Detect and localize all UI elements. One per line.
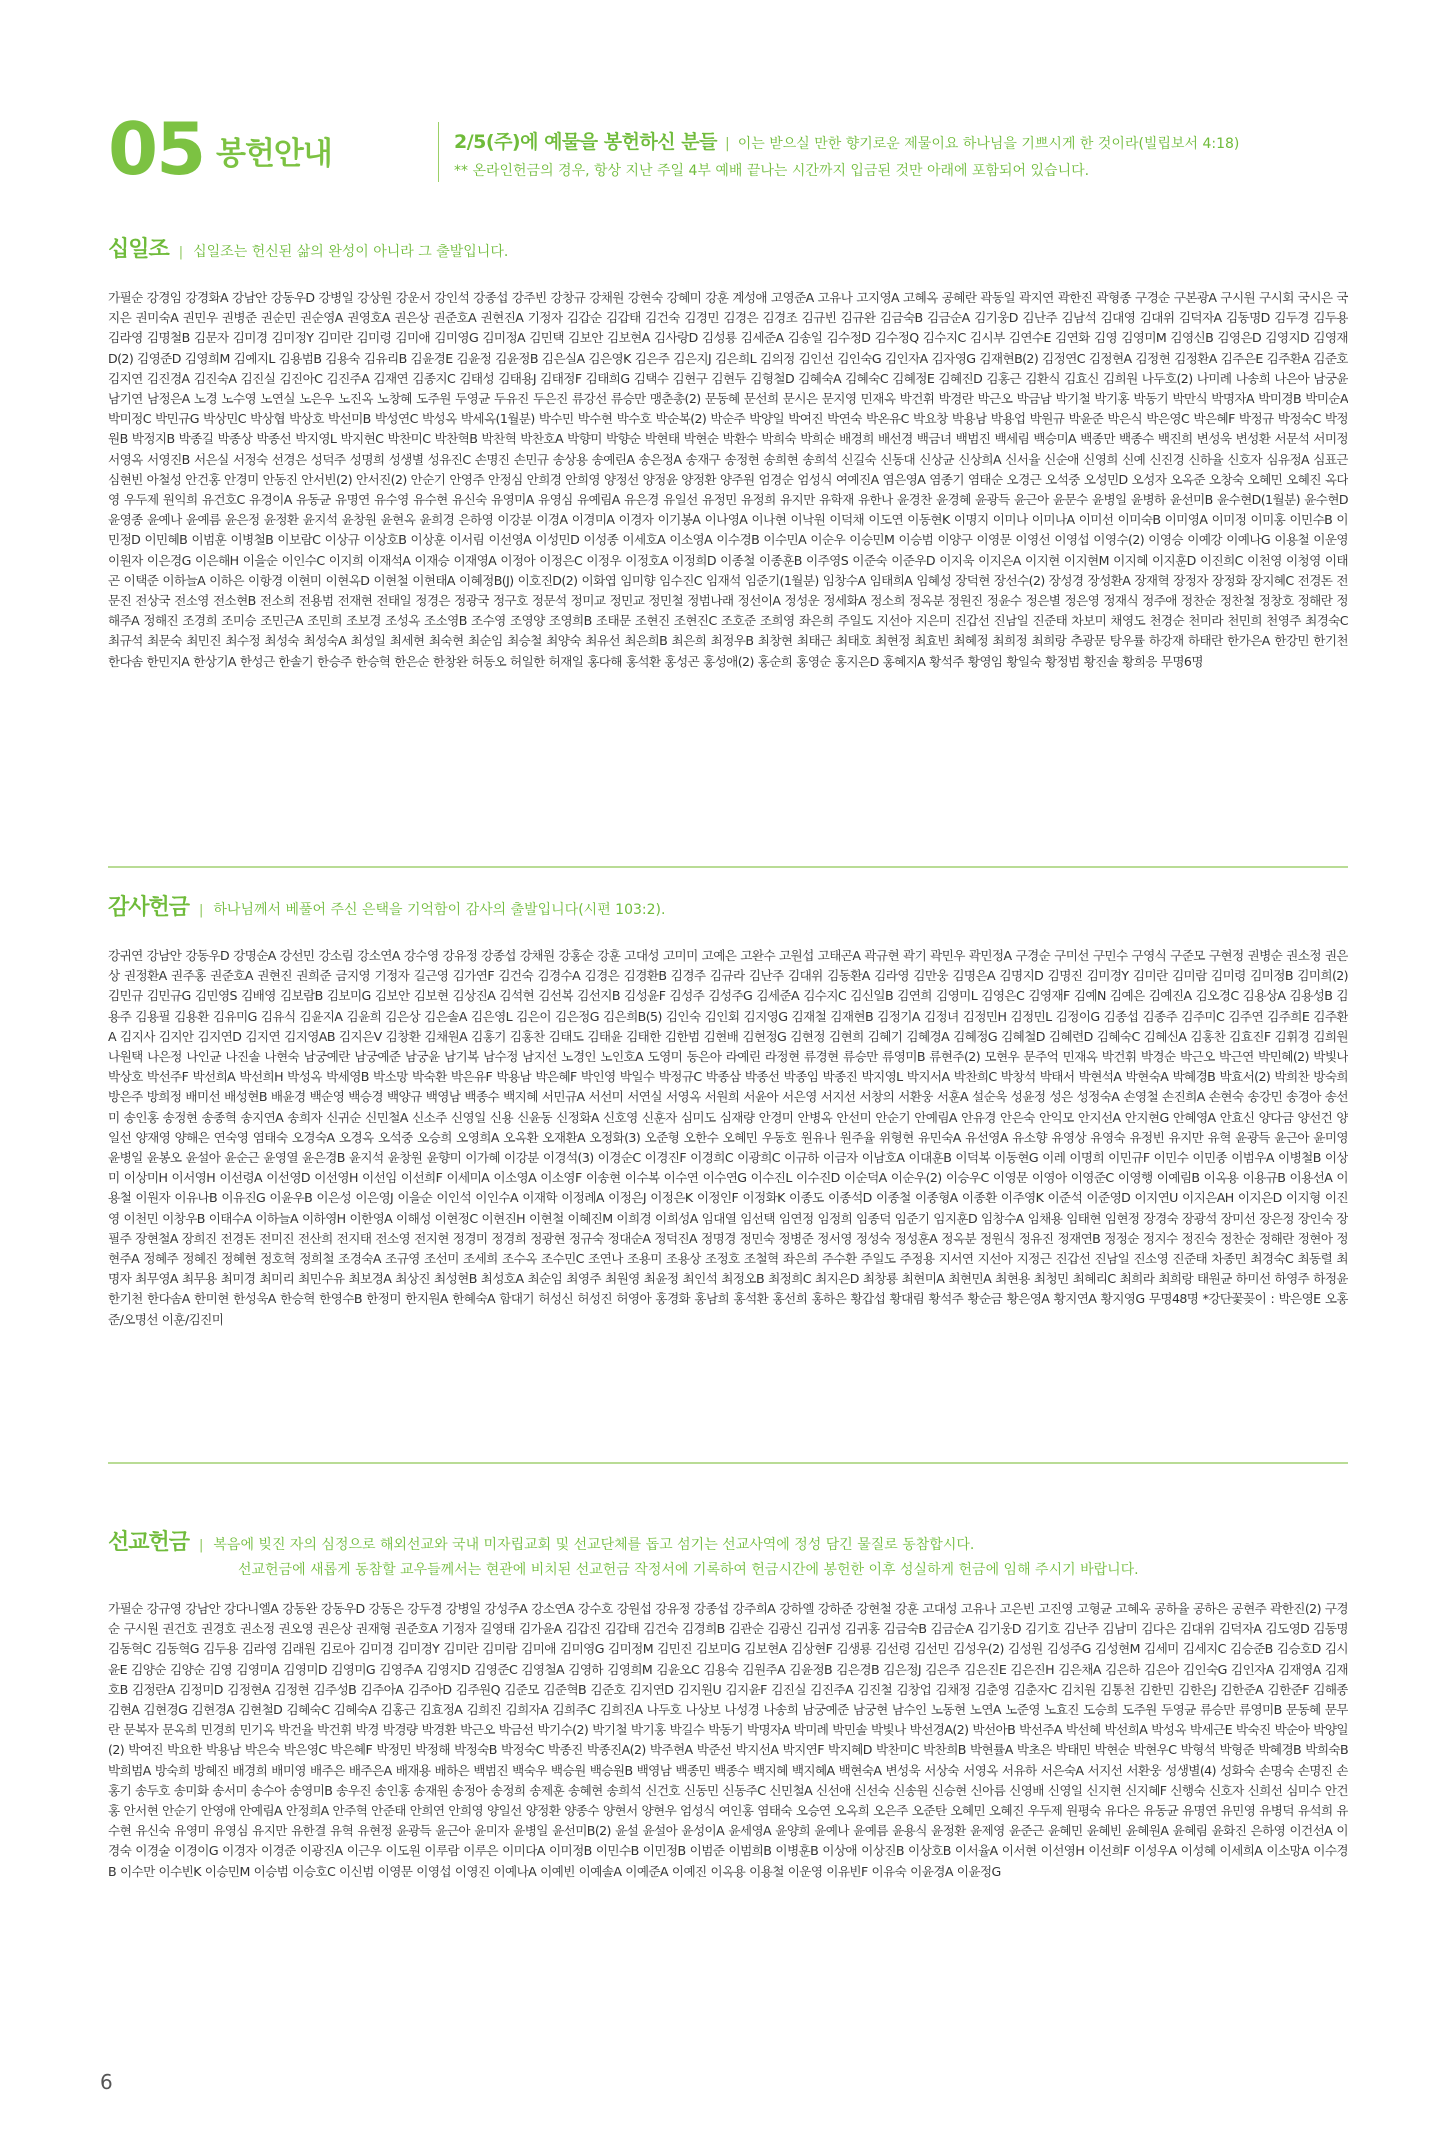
headline: 2/5(주)에 예물을 봉헌하신 분들	[454, 131, 717, 153]
thanks-description: 하나님께서 베풀어 주신 은택을 기억함이 감사의 출발입니다(시편 103:2).	[213, 902, 666, 918]
page-header	[108, 107, 1358, 192]
section-title: 봉헌안내	[216, 136, 332, 172]
thanks-title: 감사헌금	[108, 895, 190, 920]
heading-separator: |	[199, 903, 204, 918]
section-number: 05	[108, 107, 205, 191]
missions-title: 선교헌금	[108, 1530, 190, 1555]
divider	[108, 866, 1348, 868]
headline-separator: |	[725, 136, 730, 152]
divider	[108, 1462, 1348, 1464]
tithe-heading	[108, 232, 1348, 268]
missions-description: 복음에 빚진 자의 심정으로 해외선교와 국내 미자립교회 및 선교단체를 돕고 섬기는 선교사역에 정성 담긴 물질로 동참합시다.	[213, 1537, 975, 1553]
online-offering-note: ** 온라인헌금의 경우, 항상 지난 주일 4부 예배 끝나는 시간까지 입금된 것만 아래에 포함되어 있습니다.	[454, 163, 1090, 179]
tithe-title: 십일조	[108, 237, 169, 262]
header-divider	[438, 122, 439, 182]
tithe-description: 십일조는 헌신된 삶의 완성이 아니라 그 출발입니다.	[193, 244, 509, 260]
missions-donor-list: 가필순 강규영 강남안 강다니엘A 강동완 강동우D 강동은 강두경 강병일 강성주A 강소연A 강수호 강원섭 강유정 강종섭 강주희A 강하엘 강하준 강현철 강훈 고대성 고유나 고은빈 고진영 고형균 고혜옥 공하율 공하은 공현주 곽한진(2) 구경순 구시원 권건호 권경호 권소정 권오영 권은상 권재형 권준호A 기정자 길영태 김가윤A 김갑진 김갑태 김건숙 김경희B 김관순 김광신 김귀성 김귀홍 김금숙B 김금순A 김기웅D 김기호 김난주 김남미 김다은 김대위 김덕자A 김도영D 김동명 김동혁C 김동혁G 김두용 김라영 김래원 김로아 김미경 김미경Y 김미란 김미람 김미애 김미영G 김미정M 김민진 김보미G 김보현A 김상현F 김생룡 김선령 김선민 김성우(2) 김성원 김성주G 김성현M 김세미 김세지C 김승준B 김승호D 김시윤E 김양순 김양순 김영 김영미A 김영미D 김영미G 김영주A 김영지D 김영준C 김영철A 김영하 김영희M 김윤오C 김용숙 김원주A 김윤정B 김은경B 김은정J 김은주 김은진E 김은진H 김은채A 김은하 김은아 김인숙G 김인자A 김재영A 김재호B 김정란A 김정미D 김정현A 김정현 김주성B 김주아A 김주아D 김주원Q 김준모 김준혁B 김준호 김지연D 김지원U 김지윤F 김진실 김진주A 김진철 김창업 김채정 김춘영 김춘자C 김치원 김통천 김한민 김한은J 김한준A 김한준F 김해종 김현A 김현경G 김현경A 김현철D 김혜숙C 김혜숙A 김홍근 김효정A 김희진 김희자A 김희주C 김희진A 나두호 나상보 나성경 나송희 남궁예준 남궁현 남수인 노동현 노연A 노준영 노효진 도승희 도주원 두영균 류승만 류영미B 문동혜 문무란 문복자 문옥희 민경희 민기옥 박건율 박건휘 박경 박경량 박경환 박근오 박금선 박기수(2) 박기철 박기홍 박길수 박동기 박명자A 박미례 박민솔 박빛나 박선경A(2) 박선아B 박선주A 박선혜 박선희A 박성옥 박세근E 박숙진 박순아 박양일(2) 박여진 박요한 박용남 박은숙 박은영C 박은혜F 박정민 박정해 박정숙B 박정숙C 박종진 박종진A(2) 박주현A 박준선 박지선A 박지연F 박지혜D 박찬미C 박찬희B 박현률A 박초은 박태민 박현순 박현우C 박형석 박형준 박혜경B 박희숙B 박희범A 방숙희 방혜진 배경희 배미영 배주은 배주은A 배재용 배하은 백범진 백숙우 백승원 백승원B 백영남 백종민 백종수 백지혜 백지혜A 백현숙A 변성욱 서상숙 서영옥 서유하 서은숙A 서지선 서환웅 성생별(4) 성화숙 손명숙 손명진 손홍기 송두호 송미화 송서미 송수아 송영미B 송우진 송인홍 송재원 송정아 송정희 송제훈 송혜현 송희석 신건호 신동민 신동주C 신민철A 신선애 신선숙 신송원 신승현 신아름 신영배 신영일 신지현 신지혜F 신행숙 신호자 신희선 심미수 안건홍 안서현 안순기 안영애 안예림A 안정희A 안주혁 안준태 안희연 안희영 양일선 양정환 양종수 양현서 양현우 엄성식 여인홍 염태숙 오승연 오옥희 오은주 오준탄 오혜민 오혜진 우두제 원평숙 유다은 유동균 유명연 유민영 유병덕 유석희 유수현 유신숙 유영미 유영심 유지만 유한결 유혁 유현정 윤광득 윤근아 윤미자 윤병일 윤선미B(2) 윤설 윤설아 윤성이A 윤세영A 윤양희 윤예나 윤예름 윤용식 윤정환 윤제영 윤준근 윤혜민 윤혜빈 윤혜원A 윤혜림 윤화진 은하영 이건선A 이경숙 이경술 이경이G 이경자 이경준 이광진A 이근우 이도원 이루람 이루은 이미다A 이미정B 이민수B 이민정B 이범준 이범희B 이병훈B 이상애 이상진B 이상호B 이서율A 이서현 이선영H 이선희F 이성우A 이성혜 이세희A 이소망A 이수경B 이수만 이수빈K 이승민M 이승범 이승호C 이신범 이영문 이영섭 이영진 이예나A 이예빈 이예솔A 이예준A 이예진 이옥용 이용철 이운영 이유빈F 이유숙 이윤경A 이윤정G	[108, 1601, 1348, 1879]
tithe-section	[108, 232, 1348, 858]
thanks-donor-list: 강귀연 강남안 강동우D 강명순A 강선민 강소림 강소연A 강수영 강유정 강종섭 강채원 강홍순 강훈 고대성 고미미 고예은 고완수 고원섭 고태곤A 곽규현 곽기 곽민우 곽민정A 구경순 구미선 구민수 구영식 구준모 구현정 권병순 권소정 권은상 권정환A 권주홍 권준호A 권현진 권희준 금지영 기정자 길근영 김가연F 김건숙 김경수A 김경은 김경환B 김경주 김규라 김난주 김대위 김동환A 김라영 김만웅 김명은A 김명지D 김명진 김미경Y 김미란 김미람 김미령 김미정B 김미희(2) 김민규 김민규G 김민영S 김배영 김보람B 김보미G 김보안 김보현 김상진A 김석현 김선복 김선지B 김성윤F 김성주 김성주G 김세준A 김수지C 김신일B 김연희 김영미L 김영은C 김영재F 김예N 김예은 김예진A 김오경C 김용상A 김용성B 김용주 김용필 김용환 김유미G 김유식 김윤지A 김윤희 김은상 김은솔A 김은영L 김은이 김은정G 김은희B(5) 김인숙 김인회 김지영G 김재철 김재현B 김정기A 김정녀 김정민H 김정민L 김정이G 김종섭 김종주 김주미C 김주연 김주희E 김주환A 김지사 김지안 김지연D 김지연 김지영AB 김지은V 김창환 김채원A 김홍기 김홍찬 김태도 김태윤 김태한 김한범 김현배 김현정G 김현정 김현희 김혜기 김혜경A 김혜정G 김혜철D 김혜련D 김혜숙C 김혜신A 김홍찬 김효진F 김휘경 김희원 나원택 나은정 나인균 나진솔 나현숙 남궁예란 남궁예준 남궁윤 남기복 남수정 남지선 노경인 노인호A 도영미 동은아 라예린 라정현 류경현 류승만 류영미B 류현주(2) 모현우 문주억 민재옥 박건휘 박경순 박근오 박근연 박민혜(2) 박빛나 박상호 박선주F 박선희A 박선희H 박성옥 박세영B 박소망 박숙환 박은유F 박용남 박은혜F 박인영 박일수 박정규C 박종삼 박종선 박종임 박종진 박지영L 박지서A 박찬희C 박창석 박태서 박현석A 박현숙A 박혜경B 박효서(2) 박희찬 방숙희 방은주 방희정 배미선 배성현B 배윤경 백순영 백승경 백양규 백영남 백종수 백지혜 서민규A 서선미 서연실 서영옥 서원희 서윤아 서은영 서지선 서창의 서환웅 서훈A 설순욱 성윤정 성은 성정숙A 손영철 손진희A 손현숙 송강민 송경아 송선미 송인홍 송정현 송종혁 송지연A 송희자 신귀순 신민철A 신소주 신영일 신용 신윤동 신정화A 신호영 신훈자 심미도 심재량 안경미 안병옥 안선미 안순기 안예림A 안유경 안은숙 안익모 안지선A 안지현G 안혜영A 안효신 양다금 양선건 양일선 양재영 양해은 연숙영 염태숙 오경숙A 오경옥 오석중 오승희 오영희A 오옥환 오재환A 오정화(3) 오준형 오한수 오혜민 우동호 원유나 원주율 위형현 유민숙A 유선영A 유소향 유영상 유영숙 유정빈 유지만 유혁 윤광득 윤근아 윤미영 윤병일 윤봉오 윤설아 윤순근 윤영열 윤은경B 윤지석 윤창원 윤향미 이가혜 이강분 이경석(3) 이경순C 이경진F 이경희C 이광희C 이규하 이금자 이남호A 이대훈B 이덕복 이동현G 이레 이명희 이민규F 이민수 이민종 이범우A 이병철B 이상미 이상미H 이서영H 이선령A 이선영D 이선영H 이선임 이선희F 이세미A 이소영A 이소영F 이송현 이수복 이수연 이수연G 이수진L 이수진D 이순덕A 이순우(2) 이승우C 이영문 이영아 이영준C 이영행 이예림B 이옥용 이용규B 이용선A 이용철 이원자 이유나B 이유진G 이윤우B 이은성 이은영J 이을순 이인석 이인수A 이재학 이정례A 이정은J 이정은K 이정인F 이정화K 이종도 이종석D 이종철 이종형A 이종환 이주영K 이준석 이준영D 이지연U 이지은AH 이지은D 이지형 이진영 이천민 이창우B 이태수A 이하늘A 이하영H 이한영A 이해성 이현정C 이현진H 이현철 이혜진M 이희경 이희성A 임대열 임선택 임연정 임정희 임종덕 임준기 임지훈D 임창수A 임채용 임태현 임현정 장경숙 장광석 장미선 장은정 장인숙 장필주 장현철A 장희진 전경돈 전미진 전산희 전지태 전소영 전지현 정경미 정경희 정광현 정규숙 정대순A 정덕진A 정명경 정민숙 정병준 정서영 정성숙 정성훈A 정옥분 정원식 정유진 정재연B 정정순 정지수 정진숙 정찬순 정해란 정현아 정현주A 정혜주 정혜진 정혜현 정호혁 정희철 조경숙A 조규영 조선미 조세희 조수옥 조수민C 조연나 조용미 조용상 조정호 조철혁 좌은희 주수환 주일도 주정용 지서연 지선아 지정근 진갑선 진남일 진소영 진준태 차종민 최경숙C 최동렬 최명자 최무영A 최무용 최미경 최미리 최민수유 최보경A 최상진 최성현B 최성호A 최순임 최영주 최원영 최윤정 최인석 최정오B 최정희C 최지은D 최창룡 최현미A 최현민A 최현용 최청민 최혜리C 최희라 최희랑 태원균 하미선 하영주 하정윤 한기천 한다솜A 한미현 한성욱A 한승혁 한영수B 한정미 한지원A 한혜숙A 함대기 허성신 허성진 허영아 홍경화 홍남희 홍석환 홍선희 홍하은 황갑섭 황대림 황석주 황순금 황은영A 황지연A 황지영G 무명48명 *강단꽃꽂이 : 박은영E 오홍준/오명선 이훈/김진미	[108, 948, 1348, 1327]
heading-separator: |	[199, 1538, 204, 1553]
thanks-heading	[108, 890, 1348, 926]
thanks-section	[108, 890, 1348, 1456]
missions-heading	[108, 1525, 1348, 1585]
tithe-donor-list: 가필순 강경임 강경화A 강남안 강동우D 강병일 강상원 강운서 강인석 강종섭 강주빈 강창규 강채원 강현숙 강혜미 강훈 계성애 고영준A 고유나 고지영A 고혜옥 공혜란 곽동일 곽지연 곽한진 곽형종 구경순 구본광A 구시원 구시회 국시은 국지은 권미숙A 권민우 권병준 권순민 권순영A 권영호A 권은상 권준호A 권현진A 기정자 김갑순 김갑태 김건숙 김경민 김경은 김경조 김규빈 김규완 김금숙B 김금순A 김기웅D 김난주 김남석 김대영 김대위 김덕자A 김동명D 김두경 김두용 김라영 김명철B 김문자 김미경 김미정Y 김미란 김미령 김미애 김미영G 김미정A 김민택 김보안 김보현A 김사랑D 김성룡 김세준A 김송일 김수정D 김수정Q 김수지C 김시부 김연수E 김연화 김영 김영미M 김영신B 김영은D 김영지D 김영재D(2) 김영준D 김영희M 김예지L 김용범B 김용숙 김유리B 김윤경E 김윤정 김윤정B 김은실A 김은영K 김은주 김은지J 김은희L 김의정 김인선 김인숙G 김인자A 김자영G 김재현B(2) 김정연C 김정현A 김정현 김정환A 김주은E 김주환A 김준호 김지연 김진경A 김진숙A 김진실 김진아C 김진주A 김재연 김종지C 김태성 김태용J 김태정F 김태희G 김택수 김현구 김현두 김형철D 김혜숙A 김혜숙C 김혜정E 김혜진D 김홍근 김환식 김효신 김희원 나두호(2) 나미례 나송희 나은아 남궁윤 남기연 남정은A 노경 노수영 노연실 노은우 노진옥 노창혜 도주원 두영균 두유진 두은진 류강선 류승만 맹춘총(2) 문동혜 문선희 문시은 문지영 민재옥 박건휘 박경란 박근오 박금남 박기철 박기홍 박동기 박만식 박명자A 박미경B 박미순A 박미정C 박민규G 박상민C 박상협 박상호 박선미B 박성연C 박성옥 박세옥(1월분) 박수민 박수현 박수호 박순복(2) 박순주 박양일 박여진 박연숙 박온유C 박요창 박용남 박용업 박원규 박윤준 박은식 박은영C 박은혜F 박정규 박정숙C 박정원B 박정지B 박종길 박종상 박종선 박지영L 박지현C 박찬미C 박찬혁B 박찬혁 박찬호A 박향미 박향순 박현태 박현순 박환수 박희숙 박희순 배경희 배선경 백금녀 백범진 백세림 백승미A 백종만 백종수 백진희 변성욱 변성환 서문석 서미정 서영옥 서영진B 서은실 서정숙 선경은 성덕주 성명희 성생별 성유진C 손명진 손민규 송상용 송예린A 송은정A 송재구 송정현 송희현 송희석 신길숙 신동대 신상균 신상희A 신서율 신순애 신영희 신예 신진경 신하율 신호자 심유정A 심표근 심현빈 아철성 안건홍 안경미 안동진 안서빈(2) 안서진(2) 안순기 안영주 안정심 안희경 안희영 양정선 양정윤 양정환 양주원 엄경순 엄성식 여예진A 염은영A 염종기 염태순 오경근 오석중 오성민D 오성자 오옥준 오창숙 오혜민 오혜진 옥다영 우두제 원익희 유건호C 유경이A 유동균 유명연 유수영 유수현 유신숙 유영미A 유영심 유예림A 유은경 유일선 유정민 유정희 유지만 유학재 유한나 윤경찬 윤경혜 윤광득 윤근아 윤문수 윤병일 윤병하 윤선미B 윤수현D(1월분) 윤수현D 윤영종 윤예나 윤예름 윤은정 윤정환 윤지석 윤창원 윤현옥 윤희경 은하영 이강분 이경A 이경미A 이경자 이기봉A 이나영A 이나현 이낙원 이덕채 이도연 이동현K 이명지 이미나 이미나A 이미선 이미숙B 이미영A 이미정 이미홍 이민수B 이민정D 이민혜B 이범훈 이병철B 이보람C 이상규 이상호B 이상훈 이서림 이선영A 이성민D 이성종 이세호A 이소영A 이수경B 이수민A 이순우 이승민M 이승범 이양구 이영문 이영선 이영섭 이영수(2) 이영승 이예강 이예나G 이용철 이운영 이원자 이은경G 이은해H 이을순 이인수C 이지희 이재석A 이재승 이재영A 이정아 이정은C 이정우 이정호A 이정희D 이종철 이종훈B 이주영S 이준숙 이준우D 이지욱 이지은A 이지현 이지현M 이지혜 이지훈D 이진희C 이천영 이청영 이태곤 이택준 이하늘A 이하은 이항경 이현미 이현옥D 이현철 이현태A 이혜정B(J) 이호진D(2) 이화엽 임미향 임수진C 임재석 임준기(1월분) 임창수A 임태희A 임혜성 장덕현 장선수(2) 장성경 장성환A 장재혁 장정자 장정화 장지혜C 전경돈 전문진 전상국 전소영 전소현B 전소희 전용범 전재현 전태일 정경은 정광국 정구호 정문석 정미교 정민교 정민철 정범나래 정선이A 정성운 정세화A 정소희 정옥분 정원진 정윤수 정은별 정은영 정재식 정주애 정찬순 정찬철 정창호 정해란 정해주A 정해진 조경희 조미승 조민근A 조민희 조보경 조성옥 조소영B 조수영 조영양 조영희B 조태문 조현진 조현진C 조호준 조희영 좌은희 주일도 지선아 지은미 진갑선 진남일 진준태 차보미 채영도 천경순 천미라 천민희 천영주 최경숙C 최규석 최문숙 최민진 최수정 최성숙 최성숙A 최성일 최세현 최숙현 최순임 최승철 최양숙 최유선 최은희B 최은희 최정우B 최창현 최태근 최태호 최현정 최효빈 최혜정 최희정 최희랑 추광문 탕우률 하강재 하태란 한가은A 한강민 한기천 한다솜 한민지A 한상기A 한성근 한솔기 한승주 한승혁 한은순 한창완 허동오 허일한 허재일 홍다해 홍석환 홍성곤 홍성애(2) 홍순희 홍영순 홍지은D 홍혜지A 황석주 황영임 황일숙 황정범 황진솔 황희응 무명6명	[108, 290, 1348, 669]
heading-separator: |	[178, 245, 184, 260]
headline-row	[454, 127, 1374, 154]
missions-section	[108, 1525, 1348, 2049]
bible-verse: 이는 받으실 만한 향기로운 제물이요 하나님을 기쁘시게 한 것이라(빌립보서 4:18)	[737, 136, 1240, 152]
page-number: 6	[100, 2070, 113, 2094]
missions-description-2: 선교헌금에 새롭게 동참할 교우들께서는 현관에 비치된 선교헌금 작정서에 기록하여 헌금시간에 봉헌한 이후 성실하게 헌금에 임해 주시기 바랍니다.	[238, 1562, 1139, 1578]
